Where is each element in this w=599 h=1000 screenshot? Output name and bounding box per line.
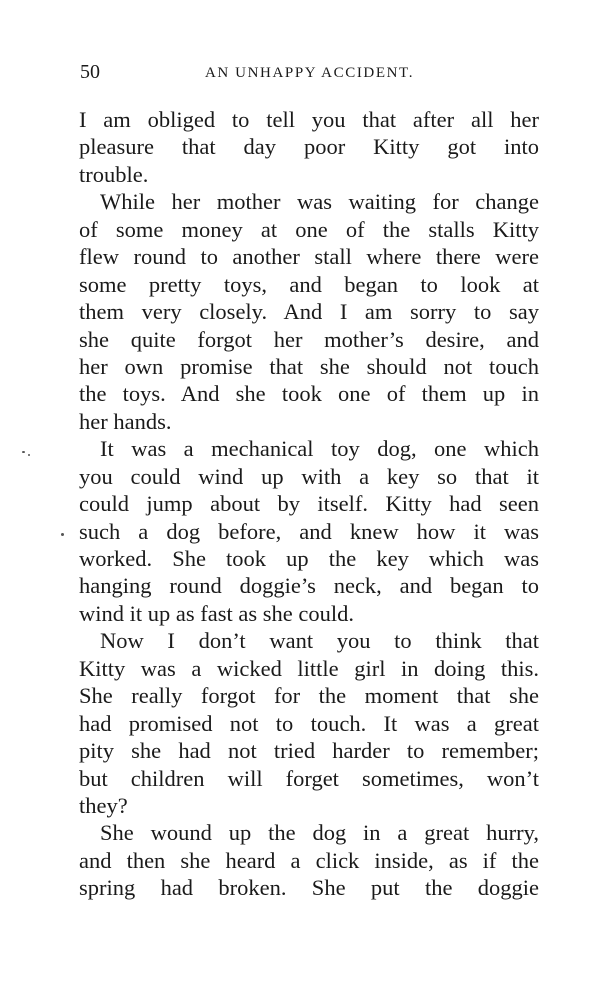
text-line: you could wind up with a key so that it [79,463,539,489]
text-line: her own promise that she should not touch [79,353,539,379]
body-text [79,106,539,902]
text-line: spring had broken. She put the doggie [79,875,539,901]
page-number: 50 [80,61,100,83]
text-line: had promised not to touch. It was a great [79,710,539,736]
text-line: and then she heard a click inside, as if the [79,847,539,873]
text-line: could jump about by itself. Kitty had seen [79,491,539,517]
text-line: trouble. [79,161,149,187]
margin-speck [61,533,64,536]
text-line: they? [79,792,128,818]
text-line: It was a mechanical toy dog, one which [100,436,539,462]
text-line: the toys. And she took one of them up in [79,381,539,407]
text-line: pity she had not tried harder to remember; [79,738,539,764]
text-line: but children will forget sometimes, won’t [79,765,539,791]
text-line: While her mother was waiting for change [100,189,539,215]
margin-speck [28,454,30,456]
text-line: of some money at one of the stalls Kitty [79,216,539,242]
text-line: some pretty toys, and began to look at [79,271,539,297]
text-line: she quite forgot her mother’s desire, and [79,326,539,352]
text-line: pleasure that day poor Kitty got into [79,134,539,160]
text-line: such a dog before, and knew how it was [79,518,539,544]
text-line: them very closely. And I am sorry to say [79,299,539,325]
text-line: hanging round doggie’s neck, and began to [79,573,539,599]
margin-speck [22,451,25,453]
text-line: Kitty was a wicked little girl in doing this. [79,655,539,681]
text-line: worked. She took up the key which was [79,546,539,571]
text-line: She really forgot for the moment that she [79,683,539,709]
running-title: AN UNHAPPY ACCIDENT. [204,65,415,81]
text-line: flew round to another stall where there were [79,244,539,270]
text-line: I am obliged to tell you that after all her [79,107,539,132]
text-line: Now I don’t want you to think that [100,628,539,654]
text-line: wind it up as fast as she could. [79,600,354,626]
text-line: She wound up the dog in a great hurry, [100,820,539,846]
text-line: her hands. [79,408,172,434]
